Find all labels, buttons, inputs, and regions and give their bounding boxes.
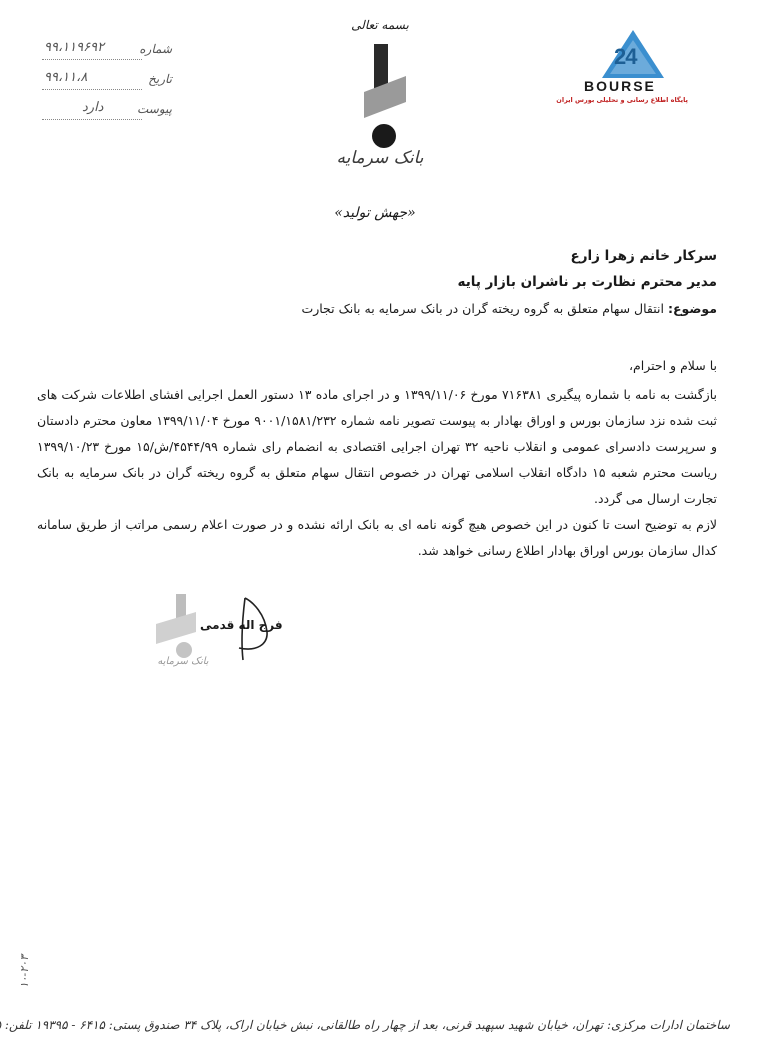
body-paragraph-2: لازم به توضیح است تا کنون در این خصوص هیچ گونه نامه ای به بانک ارائه نشده و در صورت اعلام رسمی مراتب از طریق سامانه کدال سازمان بورس اوراق بهادار اطلاع رسانی خواهد شد. xyxy=(37,517,717,558)
date-value: ۹۹،۱۱،۸ xyxy=(44,70,88,85)
subject-label: موضوع: xyxy=(667,301,717,316)
subject-line xyxy=(301,301,717,316)
attachment-row xyxy=(22,102,172,122)
greeting: با سلام و احترام، xyxy=(628,358,717,373)
number-label: شماره xyxy=(139,42,172,56)
bank-logo xyxy=(330,18,430,178)
attachment-value: دارد xyxy=(82,100,104,115)
footer-address: ساختمان ادارات مرکزی: تهران، خیابان شهید سپهبد قرنی، بعد از چهار راه طالقانی، نبش خیابان اراک، پلاک ۳۴ صندوق پستی: ۶۴۱۵ - ۱۹۳۹۵ تلفن: xyxy=(4,1018,730,1032)
bourse-brand: BOURSE xyxy=(584,78,656,94)
letter-body xyxy=(37,382,717,564)
letter-number-row xyxy=(22,42,172,62)
side-document-code: ۱۰-۲۰۳ xyxy=(18,955,31,989)
attachment-label: پیوست xyxy=(137,102,172,116)
signer-name: فرج اله قدمی xyxy=(200,618,283,632)
invocation-text: بسمه تعالی xyxy=(351,18,409,32)
bank-name: بانک سرمایه xyxy=(336,148,424,168)
subject-text: انتقال سهام متعلق به گروه ریخته گران در بانک سرمایه به بانک تجارت xyxy=(301,301,664,316)
body-paragraph-1: بازگشت به نامه با شماره پیگیری ۷۱۶۳۸۱ مورخ ۱۳۹۹/۱۱/۰۶ و در اجرای ماده ۱۳ دستور العمل اجرایی افشای اطلاعات شرکت های ثبت شده نزد سازمان بورس و اوراق بهادار به پیوست تصویر نامه شماره ۹۰۰۱/۱۵۸۱/۲۳۲ مورخ ۱۳۹۹/۱۱/۰۴ معاون محترم دادستان و سرپرست دادسرای عمومی و انقلاب ناحیه ۳۲ تهران اجرایی اقتصادی به انضمام رای شماره ۴۵۴۴/۹۹/ش/۱۵ مورخ ۱۳۹۹/۱۰/۲۳ ریاست محترم شعبه ۱۵ دادگاه انقلاب اسلامی تهران در خصوص انتقال سهام متعلق به گروه ریخته گران در بانک سرمایه به بانک تجارت ارسال می گردد. xyxy=(37,387,718,506)
bank-emblem-icon xyxy=(344,40,416,150)
stamp-bank-name: بانک سرمایه xyxy=(157,656,209,667)
bourse-number: 24 xyxy=(614,44,637,69)
recipient-title: مدیر محترم نظارت بر ناشران بازار پایه xyxy=(457,274,717,290)
date-label: تاریخ xyxy=(148,72,172,86)
slogan: «جهش تولید» xyxy=(334,205,416,221)
letter-date-row xyxy=(22,72,172,92)
recipient-name: سرکار خانم زهرا زارع xyxy=(570,248,717,264)
number-value: ۹۹،۱۱۹۶۹۲ xyxy=(44,40,105,55)
bourse24-logo xyxy=(556,28,688,110)
bourse-caption: پایگاه اطلاع رسانی و تحلیلی بورس ایران xyxy=(556,96,688,104)
